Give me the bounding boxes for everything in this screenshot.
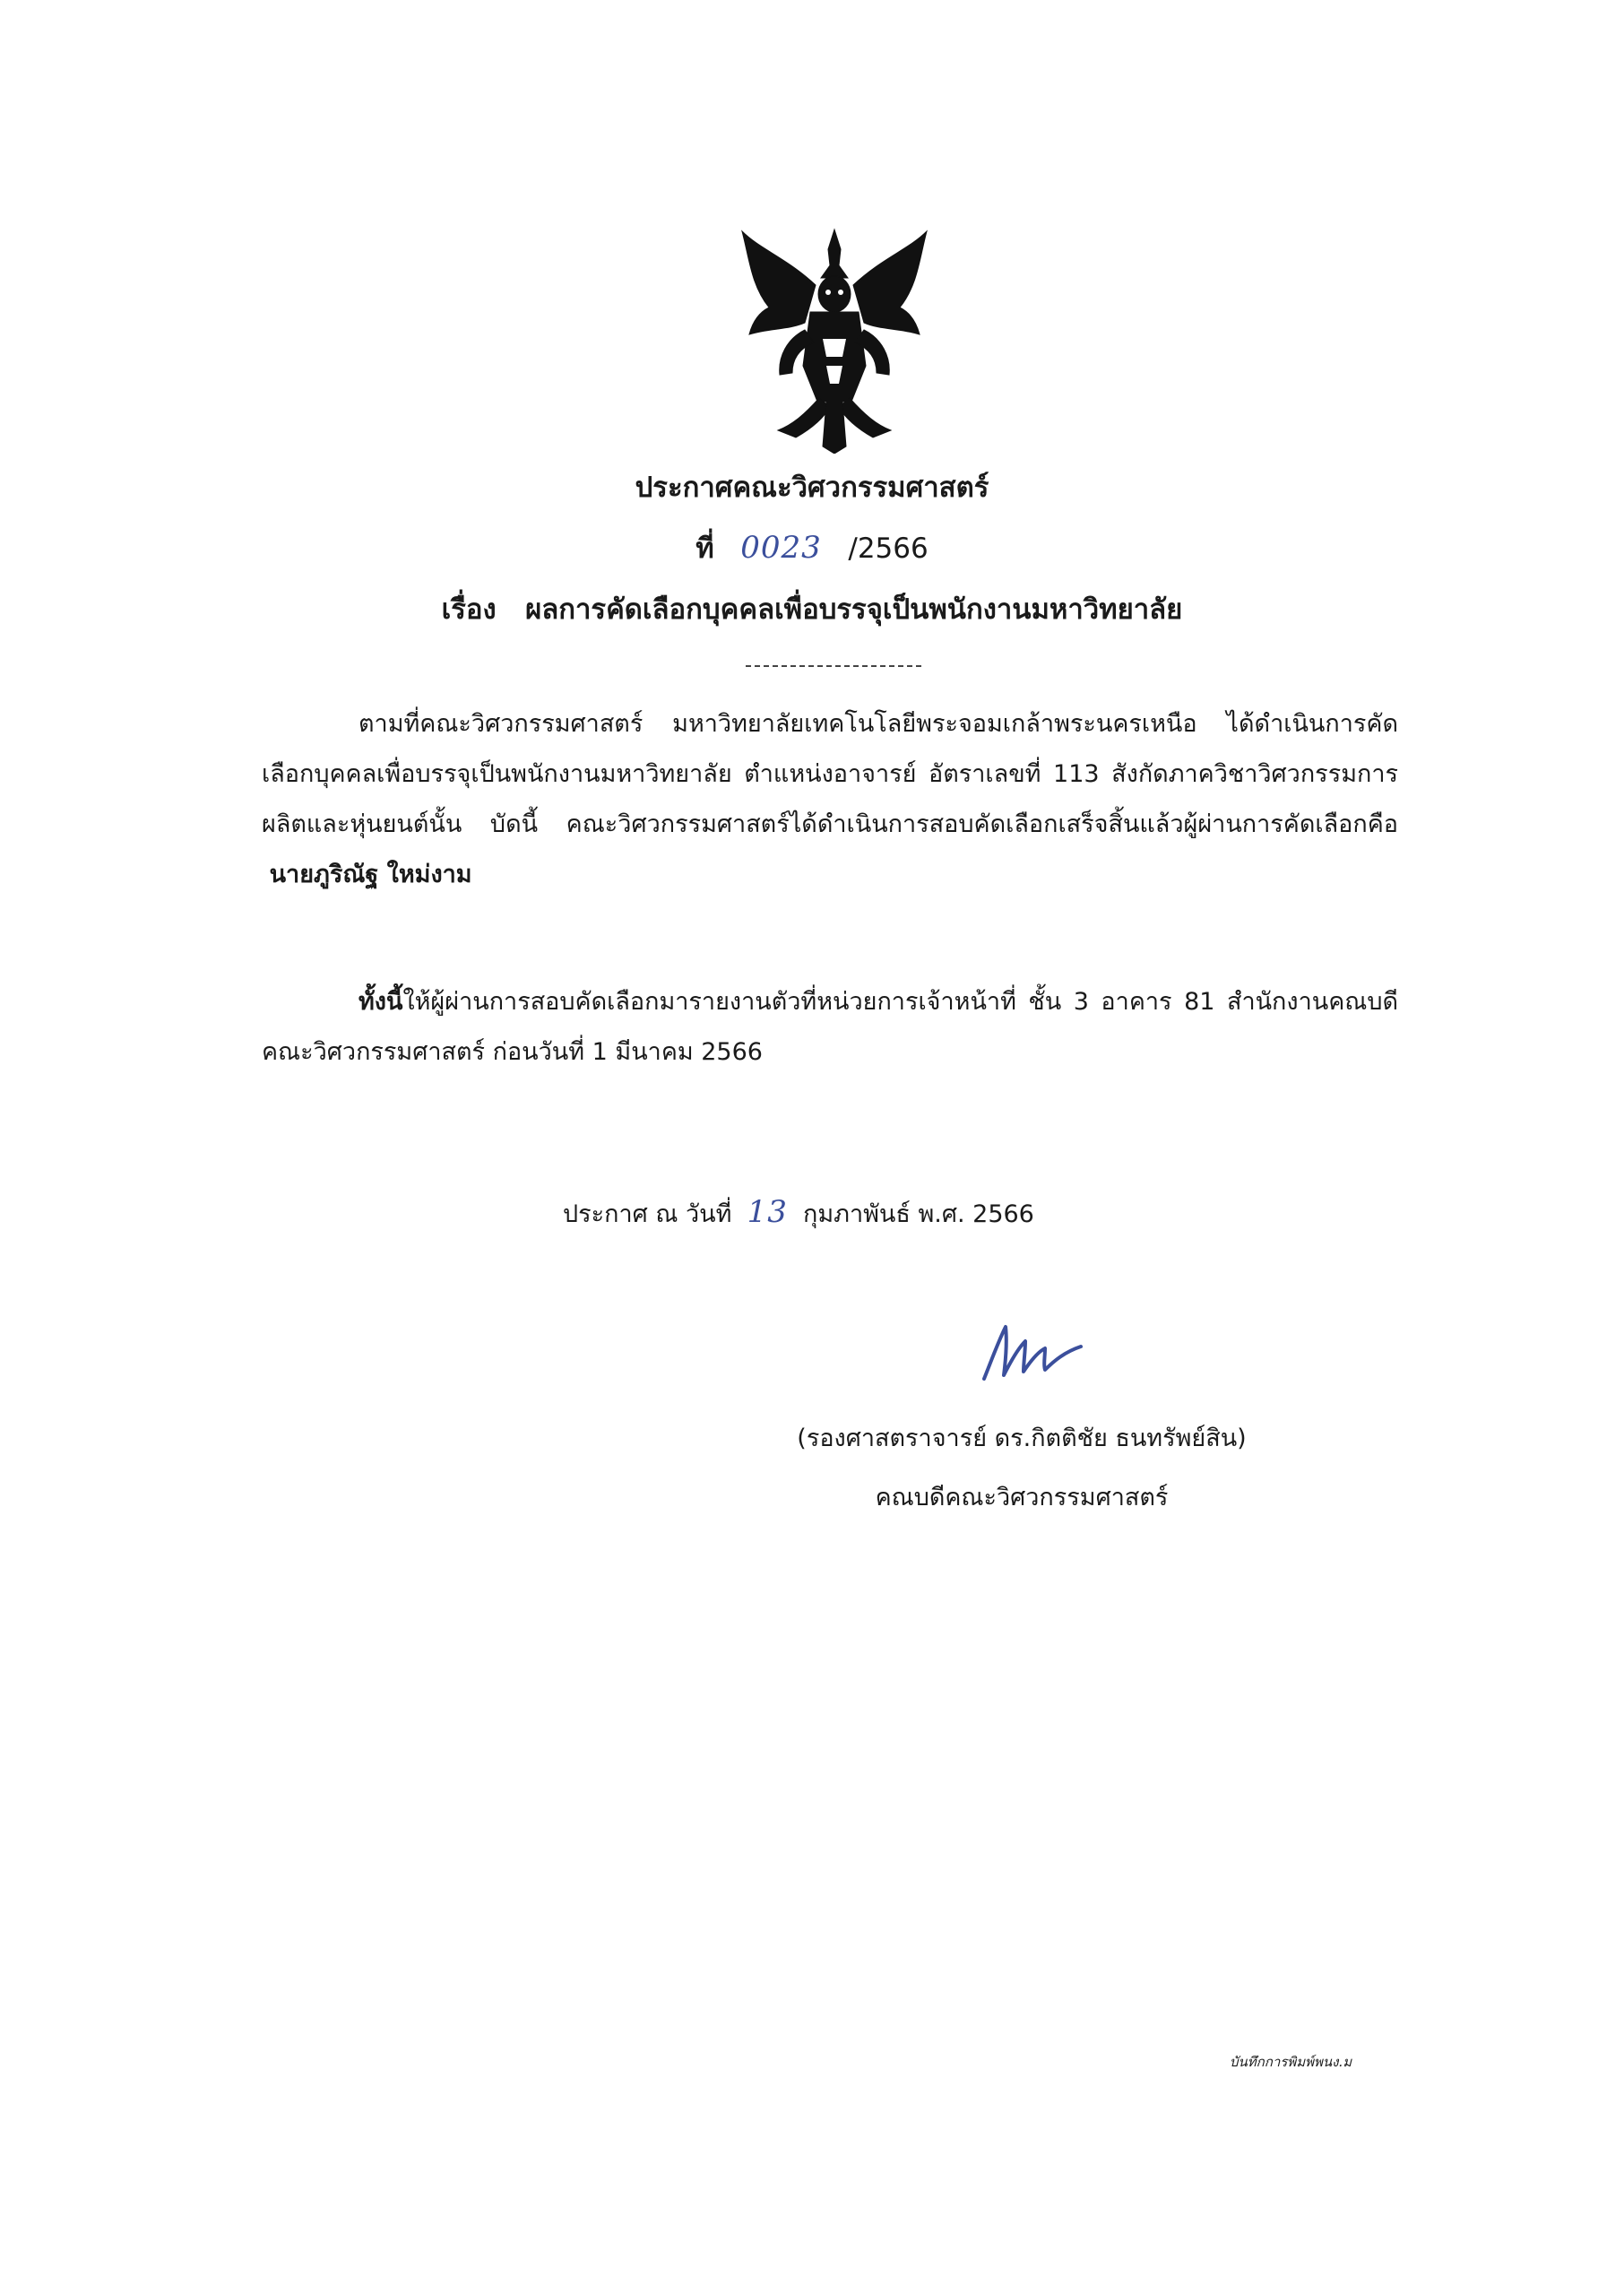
number-handwritten: 0023 [740,530,822,566]
divider [746,665,921,667]
para2-lead: ทั้งนี้ [358,988,403,1016]
announcement-date [563,1194,1034,1233]
announcement-title: ประกาศคณะวิศวกรรมศาสตร์ [635,472,989,504]
footer-note: บันทึกการพิมพ์พนง.ม [1230,2054,1352,2070]
subject-text: ผลการคัดเลือกบุคคลเพื่อบรรจุเป็นพนักงานมหาวิทยาลัย [525,593,1183,626]
signer-title: คณบดีคณะวิศวกรรมศาสตร์ [875,1484,1169,1511]
announcement-number [0,525,1624,570]
number-year: /2566 [848,533,929,565]
body-paragraph-2 [262,977,1398,1078]
subject-line [0,586,1624,631]
announce-prefix: ประกาศ ณ วันที่ [563,1200,732,1228]
number-label: ที่ [695,533,714,565]
signer-name: (รองศาสตราจารย์ ดร.กิตติชัย ธนทรัพย์สิน) [797,1425,1247,1452]
para2-text: ให้ผู้ผ่านการสอบคัดเลือกมารายงานตัวที่หน่วยการเจ้าหน้าที่ ชั้น 3 อาคาร 81 สำนักงานคณบดี คณะวิศวกรรมศาสตร์ ก่อนวันที่ 1 มีนาคม 2566 [262,988,1398,1066]
para1-text: ตามที่คณะวิศวกรรมศาสตร์ มหาวิทยาลัยเทคโนโลยีพระจอมเกล้าพระนครเหนือ ได้ดำเนินการคัดเลือกบุคคลเพื่อบรรจุเป็นพนักงานมหาวิทยาลัย ตำแหน่งอาจารย์ อัตราเลขที่ 113 สังกัดภาควิชาวิศวกรรมการผลิตและหุ่นยนต์นั้น บัดนี้ คณะวิศวกรรมศาสตร์ได้ดำเนินการสอบคัดเลือกเสร็จสิ้นแล้วผู้ผ่านการคัดเลือกคือ [262,710,1398,838]
handwritten-signature [979,1316,1086,1388]
selected-candidate-name: นายภูริณัฐ ใหม่งาม [269,861,472,888]
subject-label: เรื่อง [441,593,497,626]
announce-suffix: กุมภาพันธ์ พ.ศ. 2566 [803,1200,1034,1228]
announce-day-handwritten: 13 [747,1194,788,1230]
garuda-emblem [733,222,936,454]
body-paragraph-1 [262,699,1398,900]
